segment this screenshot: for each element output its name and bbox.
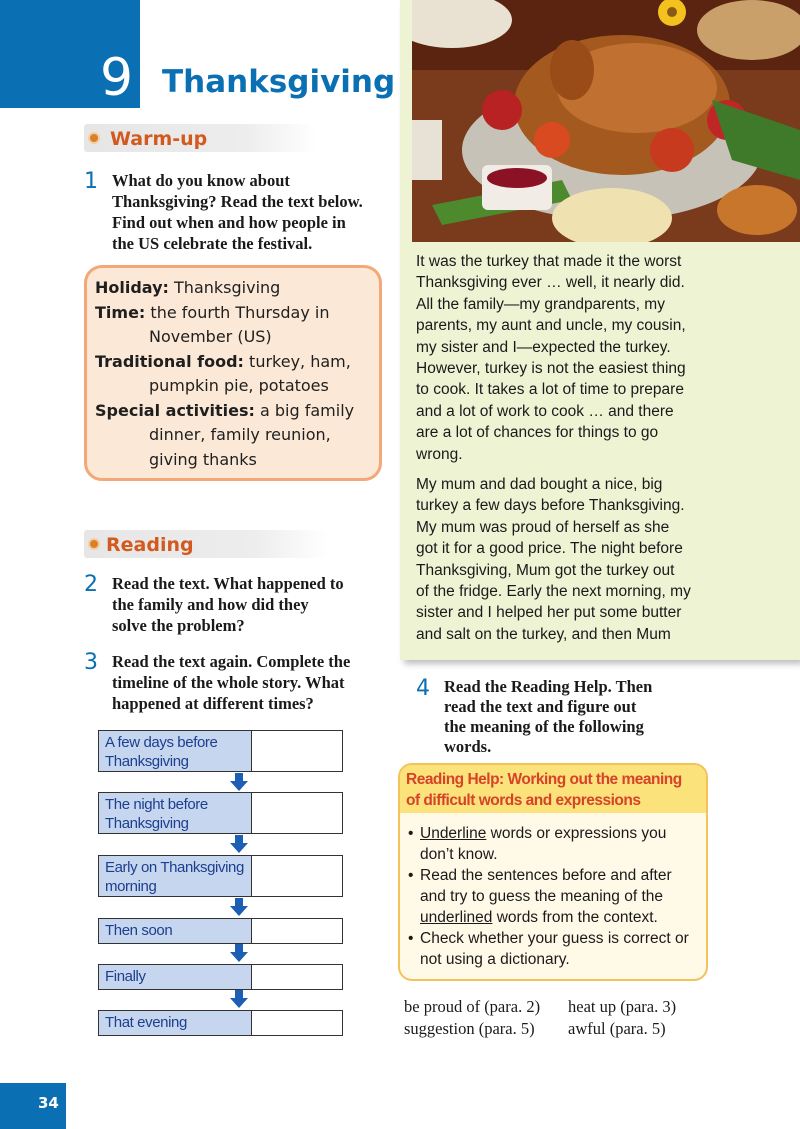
question-2-text: Read the text. What happened to the family and how did they solve the problem?: [112, 574, 344, 635]
timeline-answer-box[interactable]: [252, 730, 343, 772]
question-1-number: 1: [84, 169, 98, 194]
unit-number: 9: [100, 48, 134, 108]
vocab-item: be proud of (para. 2): [404, 997, 541, 1016]
timeline-answer-box[interactable]: [252, 918, 343, 944]
arrow-down-icon: [230, 944, 248, 962]
bullet-icon: •: [408, 825, 414, 842]
question-3-text: Read the text again. Complete the timeline of the whole story. What happened at different times?: [112, 652, 351, 713]
holiday-info-text: Holiday: Thanksgiving Time: the fourth Thursday in November (US) Traditional food: turkey, ham, pumpkin pie, potatoes Special activities: a big family dinner, family reunion, giving thanks: [95, 278, 355, 469]
section-bullet-icon: [88, 538, 100, 550]
timeline-label: Finally: [98, 964, 252, 990]
timeline-label: A few days before Thanksgiving: [98, 730, 252, 772]
question-4-text: Read the Reading Help. Then read the text and figure out the meaning of the following words.: [444, 677, 653, 756]
timeline-answer-box[interactable]: [252, 855, 343, 897]
reading-help-title: Reading Help: Working out the meaning of difficult words and expressions: [406, 771, 682, 809]
timeline-answer-box[interactable]: [252, 792, 343, 834]
section-bullet-icon: [88, 132, 100, 144]
question-1-text: What do you know about Thanksgiving? Read the text below. Find out when and how people in the US celebrate the festival.: [112, 171, 363, 253]
list-item: • Check whether your guess is correct or not using a dictionary.: [408, 930, 689, 968]
reading-help-list: [408, 823, 704, 970]
timeline-label: Early on Thanksgiving morning: [98, 855, 252, 897]
arrow-down-icon: [230, 898, 248, 916]
page-number: 34: [38, 1094, 59, 1112]
bullet-icon: •: [408, 930, 414, 947]
vocab-item: suggestion (para. 5): [404, 1019, 535, 1038]
question-2-number: 2: [84, 572, 98, 597]
bullet-icon: •: [408, 867, 414, 884]
reading-heading: Reading: [106, 534, 194, 556]
arrow-down-icon: [230, 835, 248, 853]
timeline-answer-box[interactable]: [252, 964, 343, 990]
list-item: • Read the sentences before and after and try to guess the meaning of the underlined words from the context.: [408, 867, 672, 926]
unit-title: Thanksgiving: [162, 64, 396, 100]
reading-help-box: [398, 763, 708, 981]
arrow-down-icon: [230, 990, 248, 1008]
list-item: • Underline words or expressions you don’t know.: [408, 825, 667, 863]
warmup-heading: Warm-up: [110, 128, 208, 150]
vocab-item: heat up (para. 3): [568, 997, 677, 1016]
question-4-number: 4: [416, 676, 430, 701]
question-3-number: 3: [84, 650, 98, 675]
timeline-answer-box[interactable]: [252, 1010, 343, 1036]
timeline-label: That evening: [98, 1010, 252, 1036]
thanksgiving-turkey-photo: [412, 0, 800, 242]
timeline-label: Then soon: [98, 918, 252, 944]
vocab-item: awful (para. 5): [568, 1019, 666, 1038]
timeline-label: The night before Thanksgiving: [98, 792, 252, 834]
story-paragraph-1: It was the turkey that made it the worst Thanksgiving ever … well, it nearly did. All the family—my grandparents, my parents, my aunt and uncle, my cousin, my sister and I—expected the turkey. However, turkey is not the easiest thing to cook. It takes a lot of time to prepare and a lot of work to cook … and there are a lot of chances for things to go wrong.: [416, 253, 686, 463]
story-paragraph-2: My mum and dad bought a nice, big turkey a few days before Thanksgiving. My mum was proud of herself as she got it for a good price. The night before Thanksgiving, Mum got the turkey out of the fridge. Early the next morning, my sister and I helped her put some butter and salt on the turkey, and then Mum: [416, 476, 691, 643]
arrow-down-icon: [230, 773, 248, 791]
